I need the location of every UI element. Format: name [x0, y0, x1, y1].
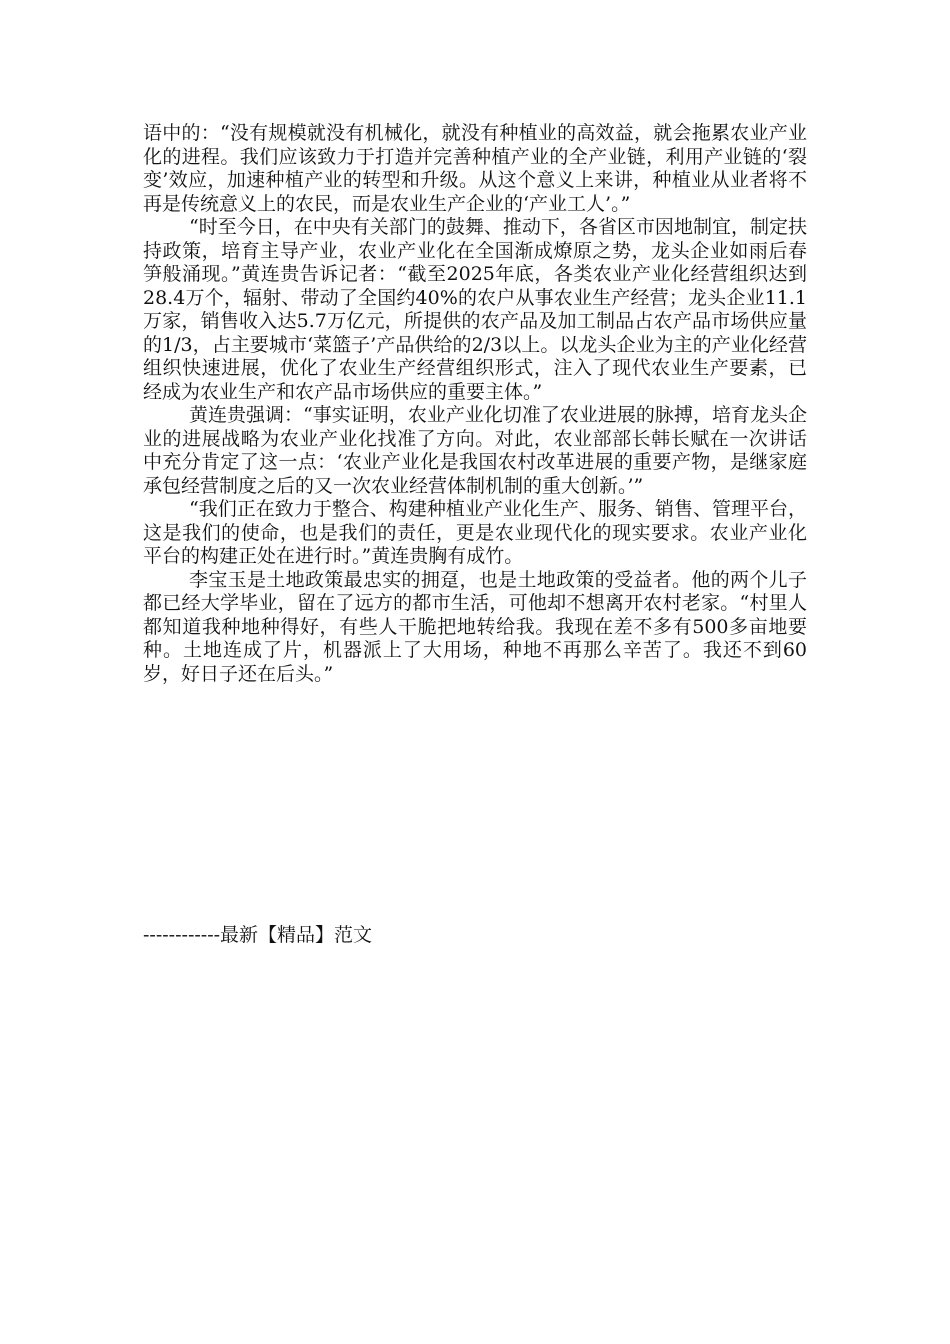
paragraph-4: “我们正在致力于整合、构建种植业产业化生产、服务、销售、管理平台，这是我们的使命，也是我们的责任，更是农业现代化的现实要求。农业产业化平台的构建正处在进行时。”黄连贵胸有成竹。	[143, 498, 807, 567]
paragraph-5: 李宝玉是土地政策最忠实的拥趸，也是土地政策的受益者。他的两个儿子都已经大学毕业，留在了远方的都市生活，可他却不想离开农村老家。“村里人都知道我种地种得好，有些人干脆把地转给我。我现在差不多有500多亩地要种。土地连成了片，机器派上了大用场，种地不再那么辛苦了。我还不到60岁，好日子还在后头。”	[143, 568, 807, 685]
document-body	[143, 122, 807, 686]
paragraph-3: 黄连贵强调：“事实证明，农业产业化切准了农业进展的脉搏，培育龙头企业的进展战略为农业产业化找准了方向。对此，农业部部长韩长赋在一次讲话中充分肯定了这一点：‘农业产业化是我国农村改革进展的重要产物，是继家庭承包经营制度之后的又一次农业经营体制机制的重大创新。’”	[143, 404, 807, 497]
paragraph-2: “时至今日，在中央有关部门的鼓舞、推动下，各省区市因地制宜，制定扶持政策，培育主导产业，农业产业化在全国渐成燎原之势，龙头企业如雨后春笋般涌现。”黄连贵告诉记者：“截至2025年底，各类农业产业化经营组织达到28.4万个，辐射、带动了全国约40%的农户从事农业生产经营；龙头企业11.1万家，销售收入达5.7万亿元，所提供的农产品及加工制品占农产品市场供应量的1/3，占主要城市‘菜篮子’产品供给的2/3以上。以龙头企业为主的产业化经营组织快速进展，优化了农业生产经营组织形式，注入了现代农业生产要素，已经成为农业生产和农产品市场供应的重要主体。”	[143, 216, 807, 403]
paragraph-1: 语中的：“没有规模就没有机械化，就没有种植业的高效益，就会拖累农业产业化的进程。我们应该致力于打造并完善种植产业的全产业链，利用产业链的‘裂变’效应，加速种植产业的转型和升级。从这个意义上来讲，种植业从业者将不再是传统意义上的农民，而是农业生产企业的‘产业工人’。”	[143, 122, 807, 215]
footer-text: ------------最新【精品】范文	[143, 924, 373, 946]
